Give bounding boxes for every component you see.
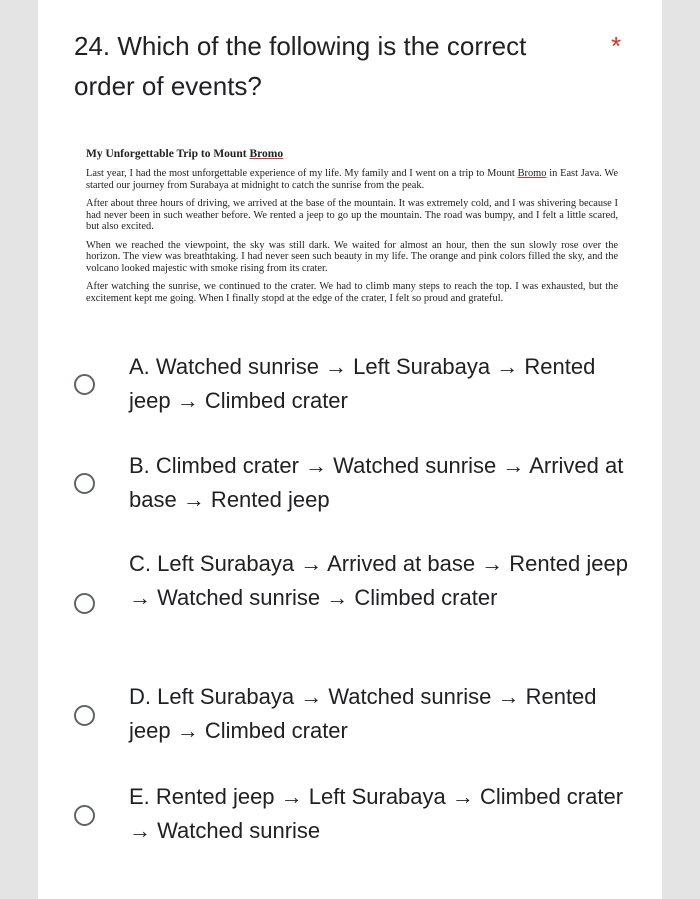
option-e-label[interactable]: E. Rented jeep → Left Surabaya → Climbed crater → Watched sunrise [129, 784, 624, 843]
passage-p1-end: in East Java. We started our journey from Surabaya at midnight to catch the sunrise from the peak. [86, 168, 618, 191]
passage-paragraph-1 [86, 168, 618, 191]
passage-paragraph-2: After about three hours of driving, we arrived at the base of the mountain. It was extremely cold, and I was shivering because I had never been in such weather before. We rented a jeep to go up the mountain. The road was bumpy, and I felt a little scared, but also excited. [86, 198, 618, 232]
radio-button-b[interactable] [74, 473, 95, 494]
passage-title-place: Bromo [249, 148, 284, 160]
question-card [38, 0, 662, 899]
passage-p1-start: Last year, I had the most unforgettable experience of my life. My family and I went on a trip to Mount [86, 168, 518, 179]
option-d-label[interactable]: D. Left Surabaya → Watched sunrise → Rented jeep → Climbed crater [129, 684, 597, 743]
radio-button-e[interactable] [74, 805, 95, 826]
radio-button-d[interactable] [74, 705, 95, 726]
passage-title [86, 148, 618, 160]
passage-paragraph-4: After watching the sunrise, we continued to the crater. We had to climb many steps to reach the top. I was exhausted, but the excitement kept me going. When I finally stopd at the edge of the crater, I felt so proud and grateful. [86, 281, 618, 304]
passage-image [86, 148, 618, 311]
option-b-label[interactable]: B. Climbed crater → Watched sunrise → Arrived at base → Rented jeep [129, 453, 624, 512]
radio-button-a[interactable] [74, 374, 95, 395]
passage-title-text: My Unforgettable Trip to Mount [86, 148, 250, 160]
radio-button-c[interactable] [74, 593, 95, 614]
required-asterisk: * [611, 31, 622, 61]
passage-p1-place: Bromo [517, 168, 547, 179]
question-title: 24. Which of the following is the correct order of events? [74, 31, 527, 101]
option-c-label[interactable]: C. Left Surabaya → Arrived at base → Rented jeep → Watched sunrise → Climbed crater [129, 551, 628, 610]
option-a-label[interactable]: A. Watched sunrise → Left Surabaya → Rented jeep → Climbed crater [129, 354, 596, 413]
passage-paragraph-3: When we reached the viewpoint, the sky was still dark. We waited for almost an hour, then the sun slowly rose over the horizon. The view was breathtaking. I had never seen such beauty in my life. The orange and pink colors filled the sky, and the volcano looked majestic with smoke rising from its crater. [86, 239, 618, 274]
